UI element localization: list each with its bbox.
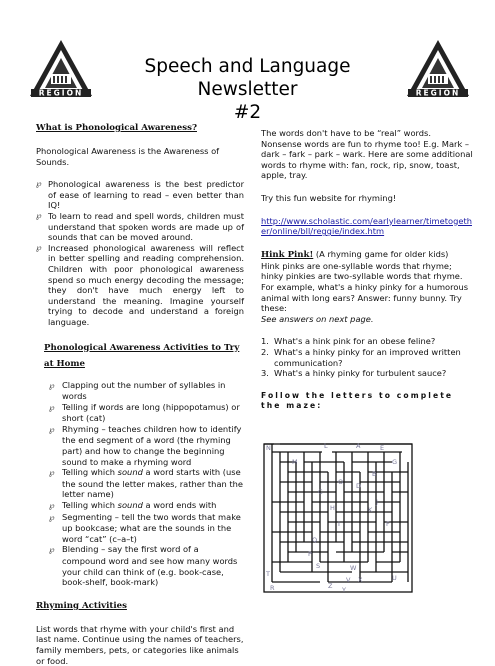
title-line-2: #2 (233, 102, 262, 123)
maze-letter: Z (328, 582, 333, 590)
heading-what-is-pa: What is Phonological Awareness? (36, 123, 197, 133)
scroll-bullet-icon: ℘ (49, 468, 55, 478)
left-column (36, 122, 244, 666)
scroll-bullet-icon: ℘ (36, 179, 42, 189)
answers-note: See answers on next page. (261, 313, 374, 324)
heading-rhyming: Rhyming Activities (36, 600, 127, 611)
list-item: ℘ Phonological awareness is the best predictor of ease of learning to read – even better than IQ! (36, 179, 244, 211)
title-line-1: Speech and Language Newsletter (144, 56, 351, 100)
scroll-bullet-icon: ℘ (49, 512, 55, 522)
list-item: ℘ Telling which sound a word ends with (49, 500, 217, 511)
maze-letter: M (292, 458, 298, 466)
list-item: ℘ Clapping out the number of syllables in words (49, 379, 226, 402)
maze-letter: Q (312, 536, 318, 544)
scroll-bullet-icon: ℘ (49, 424, 55, 434)
list-item: 1. What's a hink pink for an obese feline? (261, 336, 436, 347)
scroll-bullet-icon: ℘ (49, 545, 55, 555)
hink-pink-questions (261, 336, 473, 378)
maze-letter: G (392, 458, 398, 466)
hink-pink-title: Hink Pink! (261, 249, 314, 260)
maze-letter: Y (342, 586, 346, 594)
list-item: ℘ To learn to read and spell words, children must understand that spoken words are made up of sounds that can be moved around. (36, 210, 244, 243)
hink-pink-heading (261, 249, 473, 261)
scroll-bullet-icon: ℘ (36, 210, 42, 220)
hink-pink-subtitle: (A rhyming game for older kids) (313, 248, 449, 259)
rhyming-text: List words that rhyme with your child's first and last name. Continue using the names of teachers, family members, pets, or categories like animals or food. (36, 623, 244, 666)
hink-pink-text: Hink pinks are one-syllable words that rhyme; hinky pinkies are two-syllable words that rhyme. For example, what's a hinky pinky for a humorous animal with long ears? Answer: funny bunny. Try these: (261, 260, 469, 314)
maze-letter: U (392, 574, 397, 582)
maze-letter: V (346, 576, 351, 584)
maze-letter: A (356, 442, 361, 450)
scroll-bullet-icon: ℘ (49, 501, 55, 511)
list-item: ℘ Rhyming – teaches children how to identify the end segment of a word (the rhyming part) and how to change the beginning sound to make a rhyming word (49, 423, 242, 467)
maze-heading: Follow the letters to complete the maze: (261, 390, 454, 411)
list-item: ℘ Telling if words are long (hippopotamus) or short (cat) (49, 401, 240, 424)
letter-maze (262, 442, 414, 594)
list-item: 3. What's a hinky pinky for turbulent sauce? (261, 368, 447, 379)
maze-walls (264, 444, 412, 592)
list-item: ℘ Segmenting – tell the two words that make up bookcase; what are the sounds in the word “cat” (c–a–t) (49, 511, 241, 544)
logo-region-text: REGION (415, 88, 461, 98)
list-item: ℘ Increased phonological awareness will reflect in better spelling and reading comprehension. Children with poor phonological awareness spend so much energy decoding the message; they don't have much energy left to understand the meaning. Imagine yourself trying to decode and understand a foreign language. (36, 242, 244, 327)
website-intro: Try this fun website for rhyming! (261, 192, 397, 203)
scholastic-link[interactable]: http://www.scholastic.com/earlylearner/timetogether/online/bll/reggie/index.htm (261, 215, 472, 237)
rhyme-paragraph: The words don't have to be “real” words. Nonsense words are fun to rhyme too! E.g. Mark – dark – fark – park – wark. Here are some additional words to rhyme with: fan, rock, rip, snow, toast, apple, tray. (261, 128, 473, 181)
maze-letter: X (358, 576, 363, 584)
maze-letter: P (308, 550, 312, 558)
district-logo-right (405, 38, 471, 98)
list-item: 2. What's a hinky pinky for an improved written communication? (261, 346, 461, 368)
maze-letter: F (386, 520, 390, 528)
maze-letter: S (316, 562, 321, 570)
heading-activities: Phonological Awareness Activities to Try at Home (44, 342, 240, 369)
district-logo-left (28, 38, 94, 98)
maze-letter: D (356, 482, 362, 490)
maze-letter: T (266, 570, 270, 578)
maze-letter: I (338, 520, 340, 528)
maze-letter: R (270, 584, 275, 592)
activities-list (42, 380, 244, 588)
scroll-bullet-icon: ℘ (36, 242, 42, 252)
pa-points-list (36, 179, 244, 327)
maze-letter: O (338, 478, 344, 486)
maze-letter: C (318, 488, 323, 496)
maze-letter: E (380, 444, 385, 452)
scroll-bullet-icon: ℘ (49, 380, 55, 390)
maze-letter: N (266, 444, 271, 452)
maze-letter: B (372, 470, 377, 478)
maze-letter: L (324, 442, 328, 450)
list-item: ℘ Blending – say the first word of a compound word and see how many words your child can think of (e.g. book-case, book-shelf, book-mark) (49, 544, 238, 588)
page-title (95, 55, 400, 124)
right-column (261, 128, 473, 412)
maze-letter: W (350, 564, 357, 572)
scroll-bullet-icon: ℘ (49, 402, 55, 412)
list-item: ℘ Telling which sound a word starts with (use the sound the letter makes, rather than the letter name) (49, 467, 244, 500)
maze-letter: K (368, 506, 373, 514)
pa-intro: Phonological Awareness is the Awareness of Sounds. (36, 146, 220, 167)
logo-region-text: REGION (38, 88, 84, 98)
maze-letter: H (330, 504, 335, 512)
maze-letter: J (376, 498, 378, 506)
